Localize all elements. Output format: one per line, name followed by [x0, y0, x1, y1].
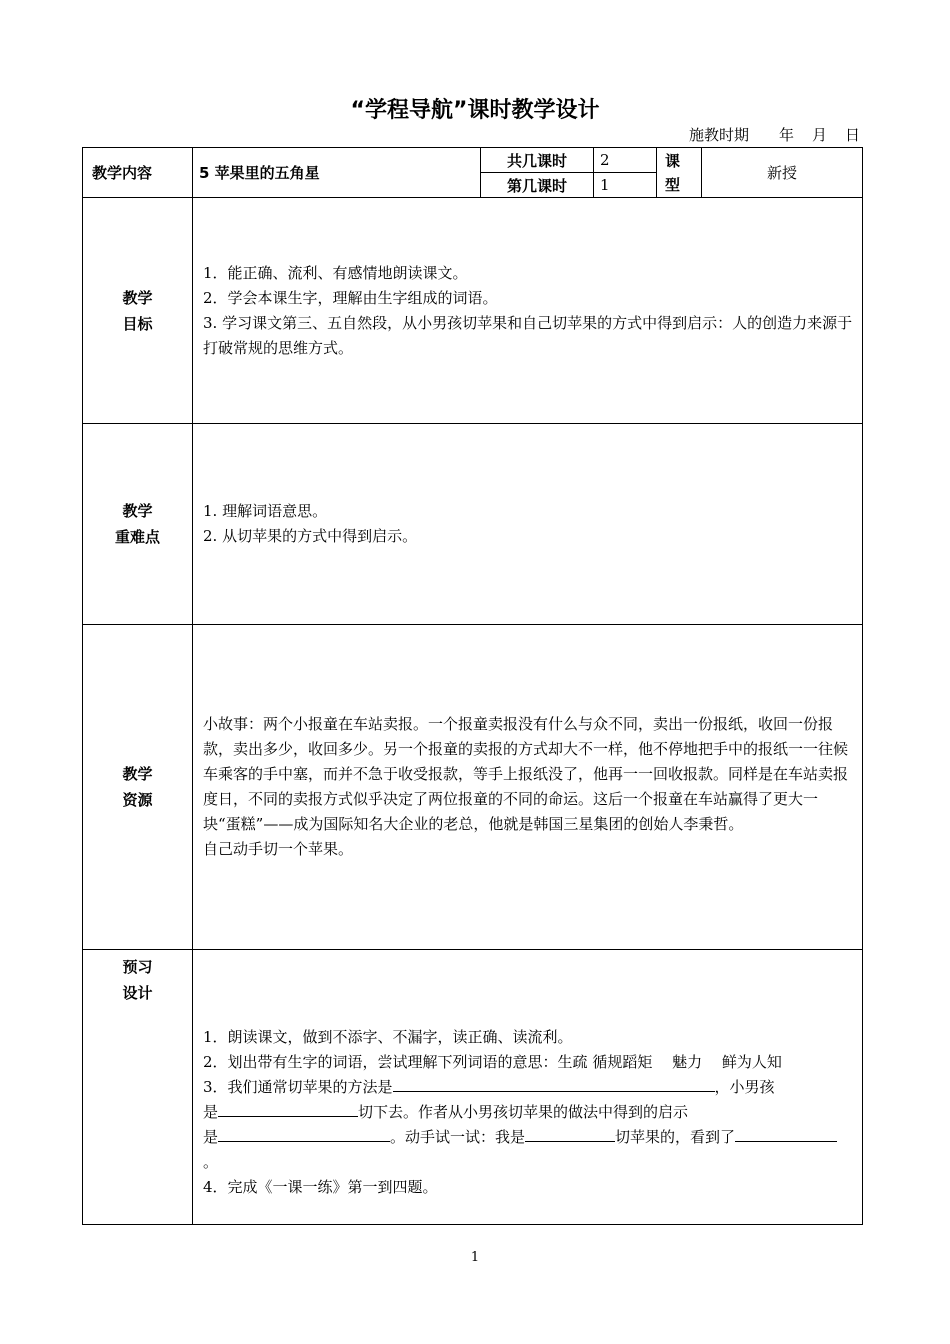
preview-item-3-line-4: 。 — [203, 1153, 219, 1171]
key-point-item: 1. 理解词语意思。 — [203, 502, 328, 520]
page-title: “学程导航”课时教学设计 — [350, 98, 600, 123]
preview-item-4: 4．完成《一课一练》第一到四题。 — [203, 1178, 438, 1196]
fill-blank-boy-method[interactable] — [218, 1100, 358, 1117]
preview-item-3-line-3 — [203, 1125, 854, 1150]
resources-label-2: 资源 — [122, 791, 153, 809]
objective-item: 2．学会本课生字，理解由生字组成的词语。 — [203, 288, 498, 307]
content-label: 教学内容 — [83, 148, 193, 198]
lesson-no-label: 第几课时 — [481, 173, 594, 198]
preview-item-3-text: 。动手试一试：我是 — [390, 1128, 526, 1146]
objectives-label-1: 教学 — [122, 288, 153, 307]
type-label-line-2: 型 — [665, 175, 681, 194]
resources-content — [193, 625, 863, 950]
lesson-plan-table — [82, 147, 863, 1225]
content-value: 5 苹果里的五角星 — [193, 148, 481, 198]
key-points-label-1: 教学 — [122, 502, 153, 520]
key-points-label-2: 重难点 — [114, 528, 160, 546]
fill-blank-my-method[interactable] — [525, 1125, 615, 1142]
preview-item-3-line-1 — [203, 1075, 854, 1100]
preview-item-3-text: 是 — [203, 1128, 219, 1146]
resources-story: 小故事：两个小报童在车站卖报。一个报童卖报没有什么与众不同，卖出一份报纸，收回一份报款，卖出多少，收回多少。另一个报童的卖报的方式却大不一样，他不停地把手中的报纸一一往候车乘客的手中塞，而并不急于收受报款，等手上报纸没了，他再一一回收报款。同样是在车站卖报度日，不同的卖报方式似乎决定了两位报童的不同的命运。这后一个报童在车站赢得了更大一块“蛋糕”——成为国际知名大企业的老总，他就是韩国三星集团的创始人李秉哲。 — [203, 715, 849, 833]
objective-item: 1．能正确、流利、有感情地朗读课文。 — [203, 263, 468, 282]
preview-item-3-text: 是 — [203, 1103, 219, 1121]
total-lessons-label: 共几课时 — [481, 148, 594, 173]
type-value: 新授 — [702, 148, 863, 198]
preview-item-3-text: ，小男孩 — [714, 1078, 775, 1096]
preview-label-1: 预习 — [122, 958, 153, 976]
objectives-content — [193, 198, 863, 424]
preview-content — [193, 950, 863, 1225]
fill-blank-inspiration[interactable] — [218, 1125, 390, 1142]
key-points-label — [83, 424, 193, 625]
objectives-label — [83, 198, 193, 424]
lesson-no-value: 1 — [594, 173, 657, 198]
preview-label-2: 设计 — [122, 984, 153, 1002]
month-label: 月 — [811, 126, 827, 144]
preview-item-3-line-2 — [203, 1100, 854, 1125]
objective-item: 3. 学习课文第三、五自然段，从小男孩切苹果和自己切苹果的方式中得到启示：人的创造力来源于打破常规的思维方式。 — [203, 313, 853, 357]
resources-label-1: 教学 — [122, 765, 153, 783]
preview-item-3-text: 切下去。作者从小男孩切苹果的做法中得到的启示 — [358, 1103, 689, 1121]
resources-label — [83, 625, 193, 950]
type-label — [657, 148, 702, 198]
resources-extra: 自己动手切一个苹果。 — [203, 840, 354, 858]
preview-label — [83, 950, 193, 1225]
date-line — [689, 124, 860, 145]
page-number: 1 — [470, 1250, 480, 1265]
fill-blank-usual-method[interactable] — [393, 1075, 715, 1092]
key-points-content — [193, 424, 863, 625]
objectives-label-2: 目标 — [122, 314, 153, 333]
date-label: 施教时期 — [688, 126, 749, 144]
preview-item-3-text: 切苹果的，看到了 — [615, 1128, 736, 1146]
year-label: 年 — [778, 126, 794, 144]
fill-blank-what-i-saw[interactable] — [735, 1125, 837, 1142]
preview-item-2: 2．划出带有生字的词语，尝试理解下列词语的意思：生疏 循规蹈矩 魅力 鲜为人知 — [203, 1053, 782, 1071]
total-lessons-value: 2 — [594, 148, 657, 173]
key-point-item: 2. 从切苹果的方式中得到启示。 — [203, 527, 418, 545]
preview-item-3-text: 3．我们通常切苹果的方法是 — [203, 1078, 393, 1096]
type-label-line-1: 课 — [665, 151, 681, 170]
preview-item-1: 1．朗读课文，做到不添字、不漏字，读正确、读流利。 — [203, 1028, 573, 1046]
day-label: 日 — [844, 126, 860, 144]
